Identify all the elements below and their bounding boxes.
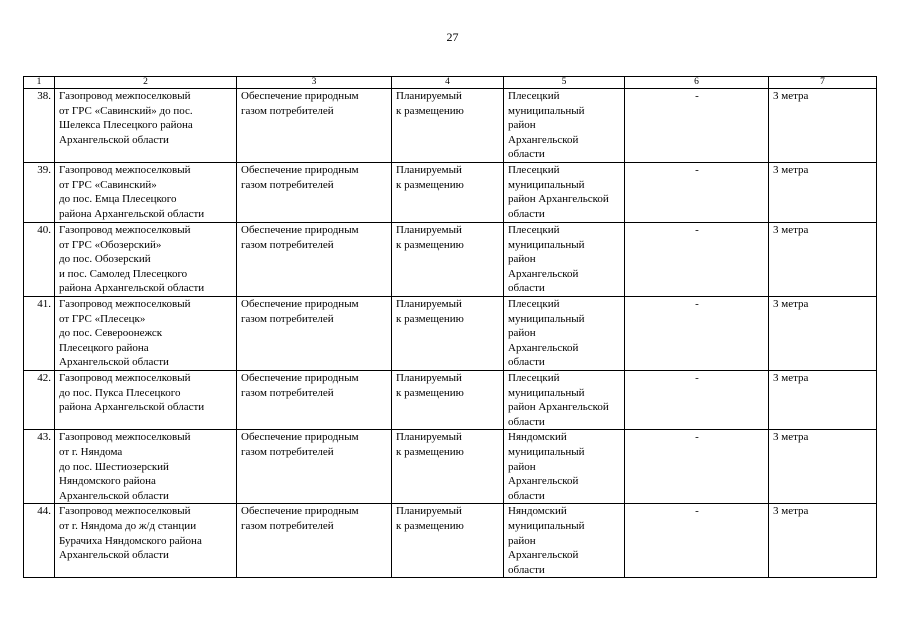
column-header: 2 xyxy=(55,77,237,89)
cell-line: области xyxy=(508,489,545,502)
status-cell xyxy=(392,371,504,430)
page-number: 27 xyxy=(446,30,459,44)
purpose-cell xyxy=(237,504,392,578)
cell-line: к размещению xyxy=(396,445,464,458)
cell-line: Бурачиха Няндомского района xyxy=(59,534,202,547)
row-number: 38. xyxy=(24,89,55,163)
column-header: 6 xyxy=(625,77,769,89)
cell-line: Плесецкий xyxy=(508,164,560,176)
cell-line: района Архангельской области xyxy=(59,401,205,414)
row-number: 44. xyxy=(24,504,55,578)
column-6-cell: - xyxy=(625,163,769,223)
object-name-cell xyxy=(55,504,237,578)
cell-line: район xyxy=(508,460,536,473)
cell-line: Плесецкого района xyxy=(59,341,149,354)
cell-line: Планируемый xyxy=(396,372,462,384)
protection-zone-cell: 3 метра xyxy=(769,371,877,430)
cell-line: муниципальный xyxy=(508,519,585,532)
cell-line: район Архангельской xyxy=(508,193,609,206)
column-header: 7 xyxy=(769,77,877,89)
cell-line: муниципальный xyxy=(508,178,585,191)
cell-line: от г. Няндома xyxy=(59,445,123,458)
status-cell xyxy=(392,297,504,371)
cell-line: к размещению xyxy=(396,238,464,251)
status-cell xyxy=(392,89,504,163)
cell-line: район Архангельской xyxy=(508,401,609,414)
table-row xyxy=(24,371,877,430)
column-header: 4 xyxy=(392,77,504,89)
cell-line: района Архангельской области xyxy=(59,207,205,220)
location-cell xyxy=(504,430,625,504)
cell-line: Архангельской области xyxy=(59,549,169,562)
column-header: 3 xyxy=(237,77,392,89)
cell-line: Планируемый xyxy=(396,431,462,444)
purpose-cell xyxy=(237,89,392,163)
cell-line: Обеспечение природным xyxy=(241,90,359,102)
cell-line: газом потребителей xyxy=(241,445,334,458)
cell-line: Няндомский xyxy=(508,431,567,444)
cell-line: муниципальный xyxy=(508,386,585,399)
cell-line: от ГРС «Обозерский» xyxy=(59,238,162,251)
cell-line: от ГРС «Савинский» xyxy=(59,178,157,191)
protection-zone-cell: 3 метра xyxy=(769,297,877,371)
cell-line: муниципальный xyxy=(508,238,585,251)
cell-line: Архангельской xyxy=(508,133,579,146)
table-row xyxy=(24,504,877,578)
cell-line: Архангельской xyxy=(508,267,579,280)
cell-line: Архангельской области xyxy=(59,489,169,502)
object-name-cell xyxy=(55,430,237,504)
status-cell xyxy=(392,504,504,578)
cell-line: области xyxy=(508,148,545,161)
cell-line: Газопровод межпоселковый xyxy=(59,298,191,310)
cell-line: Плесецкий xyxy=(508,298,560,310)
location-cell xyxy=(504,297,625,371)
purpose-cell xyxy=(237,223,392,297)
protection-zone-cell: 3 метра xyxy=(769,504,877,578)
status-cell xyxy=(392,223,504,297)
object-name-cell xyxy=(55,297,237,371)
table-row xyxy=(24,430,877,504)
header-row xyxy=(24,77,877,89)
protection-zone-cell: 3 метра xyxy=(769,430,877,504)
cell-line: Шелекса Плесецкого района xyxy=(59,119,193,132)
cell-line: муниципальный xyxy=(508,445,585,458)
cell-line: муниципальный xyxy=(508,104,585,117)
cell-line: к размещению xyxy=(396,519,464,532)
cell-line: Обеспечение природным xyxy=(241,505,359,518)
cell-line: Архангельской области xyxy=(59,133,169,146)
cell-line: от г. Няндома до ж/д станции xyxy=(59,519,197,532)
cell-line: Обеспечение природным xyxy=(241,431,359,444)
row-number: 42. xyxy=(24,371,55,430)
cell-line: Газопровод межпоселковый xyxy=(59,431,191,444)
cell-line: Архангельской xyxy=(508,549,579,562)
column-header: 5 xyxy=(504,77,625,89)
protection-zone-cell: 3 метра xyxy=(769,223,877,297)
cell-line: Обеспечение природным xyxy=(241,372,359,384)
cell-line: Плесецкий xyxy=(508,224,560,236)
column-6-cell: - xyxy=(625,430,769,504)
cell-line: и пос. Самолед Плесецкого xyxy=(59,267,188,280)
cell-line: Няндомский xyxy=(508,505,567,518)
status-cell xyxy=(392,163,504,223)
status-cell xyxy=(392,430,504,504)
cell-line: от ГРС «Плесецк» xyxy=(59,312,146,325)
purpose-cell xyxy=(237,163,392,223)
cell-line: к размещению xyxy=(396,386,464,399)
row-number: 39. xyxy=(24,163,55,223)
cell-line: газом потребителей xyxy=(241,238,334,251)
cell-line: газом потребителей xyxy=(241,312,334,325)
cell-line: к размещению xyxy=(396,312,464,325)
column-6-cell: - xyxy=(625,223,769,297)
cell-line: район xyxy=(508,534,536,547)
cell-line: Планируемый xyxy=(396,505,462,518)
cell-line: области xyxy=(508,415,545,428)
table-row xyxy=(24,163,877,223)
gas-pipeline-table xyxy=(23,76,877,578)
cell-line: области xyxy=(508,563,545,576)
location-cell xyxy=(504,223,625,297)
cell-line: муниципальный xyxy=(508,312,585,325)
cell-line: до пос. Шестиозерский xyxy=(59,460,169,473)
object-name-cell xyxy=(55,223,237,297)
location-cell xyxy=(504,371,625,430)
cell-line: Архангельской xyxy=(508,341,579,354)
cell-line: Няндомского района xyxy=(59,475,156,488)
purpose-cell xyxy=(237,430,392,504)
cell-line: до пос. Пукса Плесецкого xyxy=(59,386,181,399)
table-row xyxy=(24,89,877,163)
cell-line: Планируемый xyxy=(396,164,462,176)
cell-line: области xyxy=(508,207,545,220)
cell-line: Архангельской xyxy=(508,475,579,488)
protection-zone-cell: 3 метра xyxy=(769,89,877,163)
cell-line: до пос. Североонежск xyxy=(59,327,163,340)
location-cell xyxy=(504,504,625,578)
column-6-cell: - xyxy=(625,297,769,371)
cell-line: Планируемый xyxy=(396,298,462,310)
row-number: 40. xyxy=(24,223,55,297)
cell-line: газом потребителей xyxy=(241,386,334,399)
row-number: 41. xyxy=(24,297,55,371)
purpose-cell xyxy=(237,297,392,371)
cell-line: Газопровод межпоселковый xyxy=(59,224,191,236)
cell-line: район xyxy=(508,119,536,132)
cell-line: Плесецкий xyxy=(508,90,560,102)
object-name-cell xyxy=(55,89,237,163)
purpose-cell xyxy=(237,371,392,430)
row-number: 43. xyxy=(24,430,55,504)
cell-line: района Архангельской области xyxy=(59,282,205,295)
cell-line: газом потребителей xyxy=(241,104,334,117)
cell-line: Газопровод межпоселковый xyxy=(59,372,191,384)
cell-line: Планируемый xyxy=(396,224,462,236)
cell-line: до пос. Обозерский xyxy=(59,253,151,266)
cell-line: Газопровод межпоселковый xyxy=(59,164,191,176)
protection-zone-cell: 3 метра xyxy=(769,163,877,223)
column-6-cell: - xyxy=(625,504,769,578)
cell-line: до пос. Емца Плесецкого xyxy=(59,193,177,206)
cell-line: области xyxy=(508,356,545,369)
cell-line: от ГРС «Савинский» до пос. xyxy=(59,104,193,117)
cell-line: Планируемый xyxy=(396,90,462,102)
cell-line: Обеспечение природным xyxy=(241,298,359,310)
cell-line: Обеспечение природным xyxy=(241,224,359,236)
cell-line: район xyxy=(508,327,536,340)
column-6-cell: - xyxy=(625,371,769,430)
column-header: 1 xyxy=(24,77,55,89)
cell-line: газом потребителей xyxy=(241,519,334,532)
cell-line: Обеспечение природным xyxy=(241,164,359,176)
location-cell xyxy=(504,89,625,163)
object-name-cell xyxy=(55,371,237,430)
table-row xyxy=(24,297,877,371)
column-6-cell: - xyxy=(625,89,769,163)
cell-line: район xyxy=(508,253,536,266)
cell-line: Архангельской области xyxy=(59,356,169,369)
location-cell xyxy=(504,163,625,223)
cell-line: Газопровод межпоселковый xyxy=(59,90,191,102)
object-name-cell xyxy=(55,163,237,223)
cell-line: к размещению xyxy=(396,178,464,191)
table-row xyxy=(24,223,877,297)
cell-line: Плесецкий xyxy=(508,372,560,384)
cell-line: к размещению xyxy=(396,104,464,117)
cell-line: области xyxy=(508,282,545,295)
cell-line: газом потребителей xyxy=(241,178,334,191)
cell-line: Газопровод межпоселковый xyxy=(59,505,191,518)
